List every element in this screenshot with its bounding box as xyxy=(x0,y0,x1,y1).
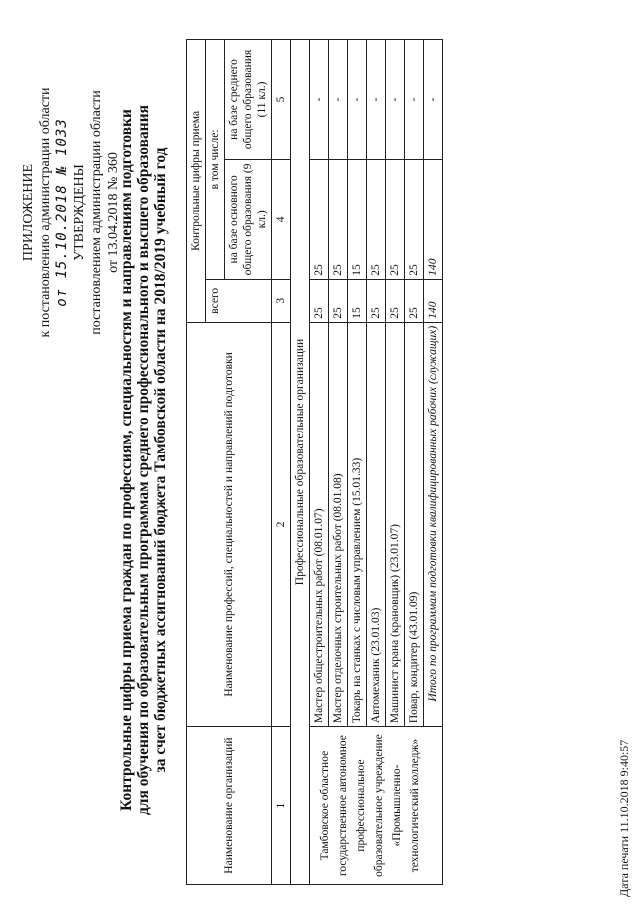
col-number: 3 xyxy=(272,279,291,322)
approved-label: УТВЕРЖДЕНЫ xyxy=(72,164,87,261)
profession-name: Машинист крана (крановщик) (23.01.07) xyxy=(386,322,405,726)
secondary-value: - xyxy=(348,40,367,160)
header-basic: на базе основного общего образования (9 кл.) xyxy=(225,159,272,279)
header-secondary: на базе среднего общего образования (11 кл.) xyxy=(225,40,272,160)
section-row xyxy=(291,40,310,885)
secondary-value: - xyxy=(329,40,348,160)
resolution-reference: к постановлению администрации области xyxy=(38,87,53,338)
header-control-figures: Контрольные цифры приема xyxy=(187,40,206,323)
header-including: в том числе: xyxy=(206,40,225,280)
basic-value: 15 xyxy=(348,159,367,279)
admission-table xyxy=(186,39,443,885)
document-title xyxy=(118,85,169,835)
basic-value: 25 xyxy=(329,159,348,279)
header-total: всего xyxy=(206,279,272,322)
basic-value: 25 xyxy=(310,159,329,279)
total-value: 25 xyxy=(405,279,424,322)
total-value: 25 xyxy=(329,279,348,322)
profession-name: Мастер отделочных строительных работ (08.01.08) xyxy=(329,322,348,726)
print-date: Дата печати 11.10.2018 9:40:57 xyxy=(617,739,631,897)
basic-value: 25 xyxy=(386,159,405,279)
title-line-1: Контрольные цифры приема граждан по профессиям, специальностям и направлениям подготовки xyxy=(118,109,135,811)
secondary-value: - xyxy=(386,40,405,160)
secondary-value: - xyxy=(367,40,386,160)
total-value: 25 xyxy=(367,279,386,322)
basic-value: 25 xyxy=(405,159,424,279)
profession-name: Мастер общестроительных работ (08.01.07) xyxy=(310,322,329,726)
title-line-3: за счет бюджетных ассигнований бюджета Тамбовской области на 2018/2019 учебный год xyxy=(152,147,169,773)
approved-date: от 13.04.2018 № 360 xyxy=(106,152,121,273)
profession-name: Автомеханик (23.01.03) xyxy=(367,322,386,726)
appendix-label: ПРИЛОЖЕНИЕ xyxy=(21,163,36,262)
total-value: 25 xyxy=(310,279,329,322)
col-number: 4 xyxy=(272,159,291,279)
basic-value: 25 xyxy=(367,159,386,279)
header-org: Наименование организаций xyxy=(187,727,272,885)
secondary-value: - xyxy=(405,40,424,160)
header-profession: Наименование профессий, специальностей и направлений подготовки xyxy=(187,322,272,726)
col-number: 2 xyxy=(272,322,291,726)
total-row-basic: 140 xyxy=(424,159,443,279)
profession-name: Токарь на станках с числовым управлением (15.01.33) xyxy=(348,322,367,726)
approved-by: постановлением администрации области xyxy=(89,90,104,335)
header-row-1 xyxy=(187,40,206,885)
column-number-row xyxy=(272,40,291,885)
title-line-2: для обучения по образовательным программам среднего профессионального и высшего образования xyxy=(135,104,152,816)
total-row-total: 140 xyxy=(424,279,443,322)
section-title: Профессиональные образовательные организации xyxy=(291,40,310,885)
total-row-secondary: - xyxy=(424,40,443,160)
total-row-label: Итого по программам подготовки квалифицированных рабочих (служащих) xyxy=(424,322,443,726)
profession-name: Повар, кондитер (43.01.09) xyxy=(405,322,424,726)
total-value: 25 xyxy=(386,279,405,322)
col-number: 5 xyxy=(272,40,291,160)
organization-name: Тамбовское областное государственное автономное профессиональное образовательное учреждение «Промышленно-технологический колледж» xyxy=(310,727,443,885)
total-value: 15 xyxy=(348,279,367,322)
table-row xyxy=(310,40,329,885)
handwritten-resolution-number: от 15.10.2018 № 1033 xyxy=(54,118,70,307)
approval-header xyxy=(20,40,122,385)
secondary-value: - xyxy=(310,40,329,160)
col-number: 1 xyxy=(272,727,291,885)
